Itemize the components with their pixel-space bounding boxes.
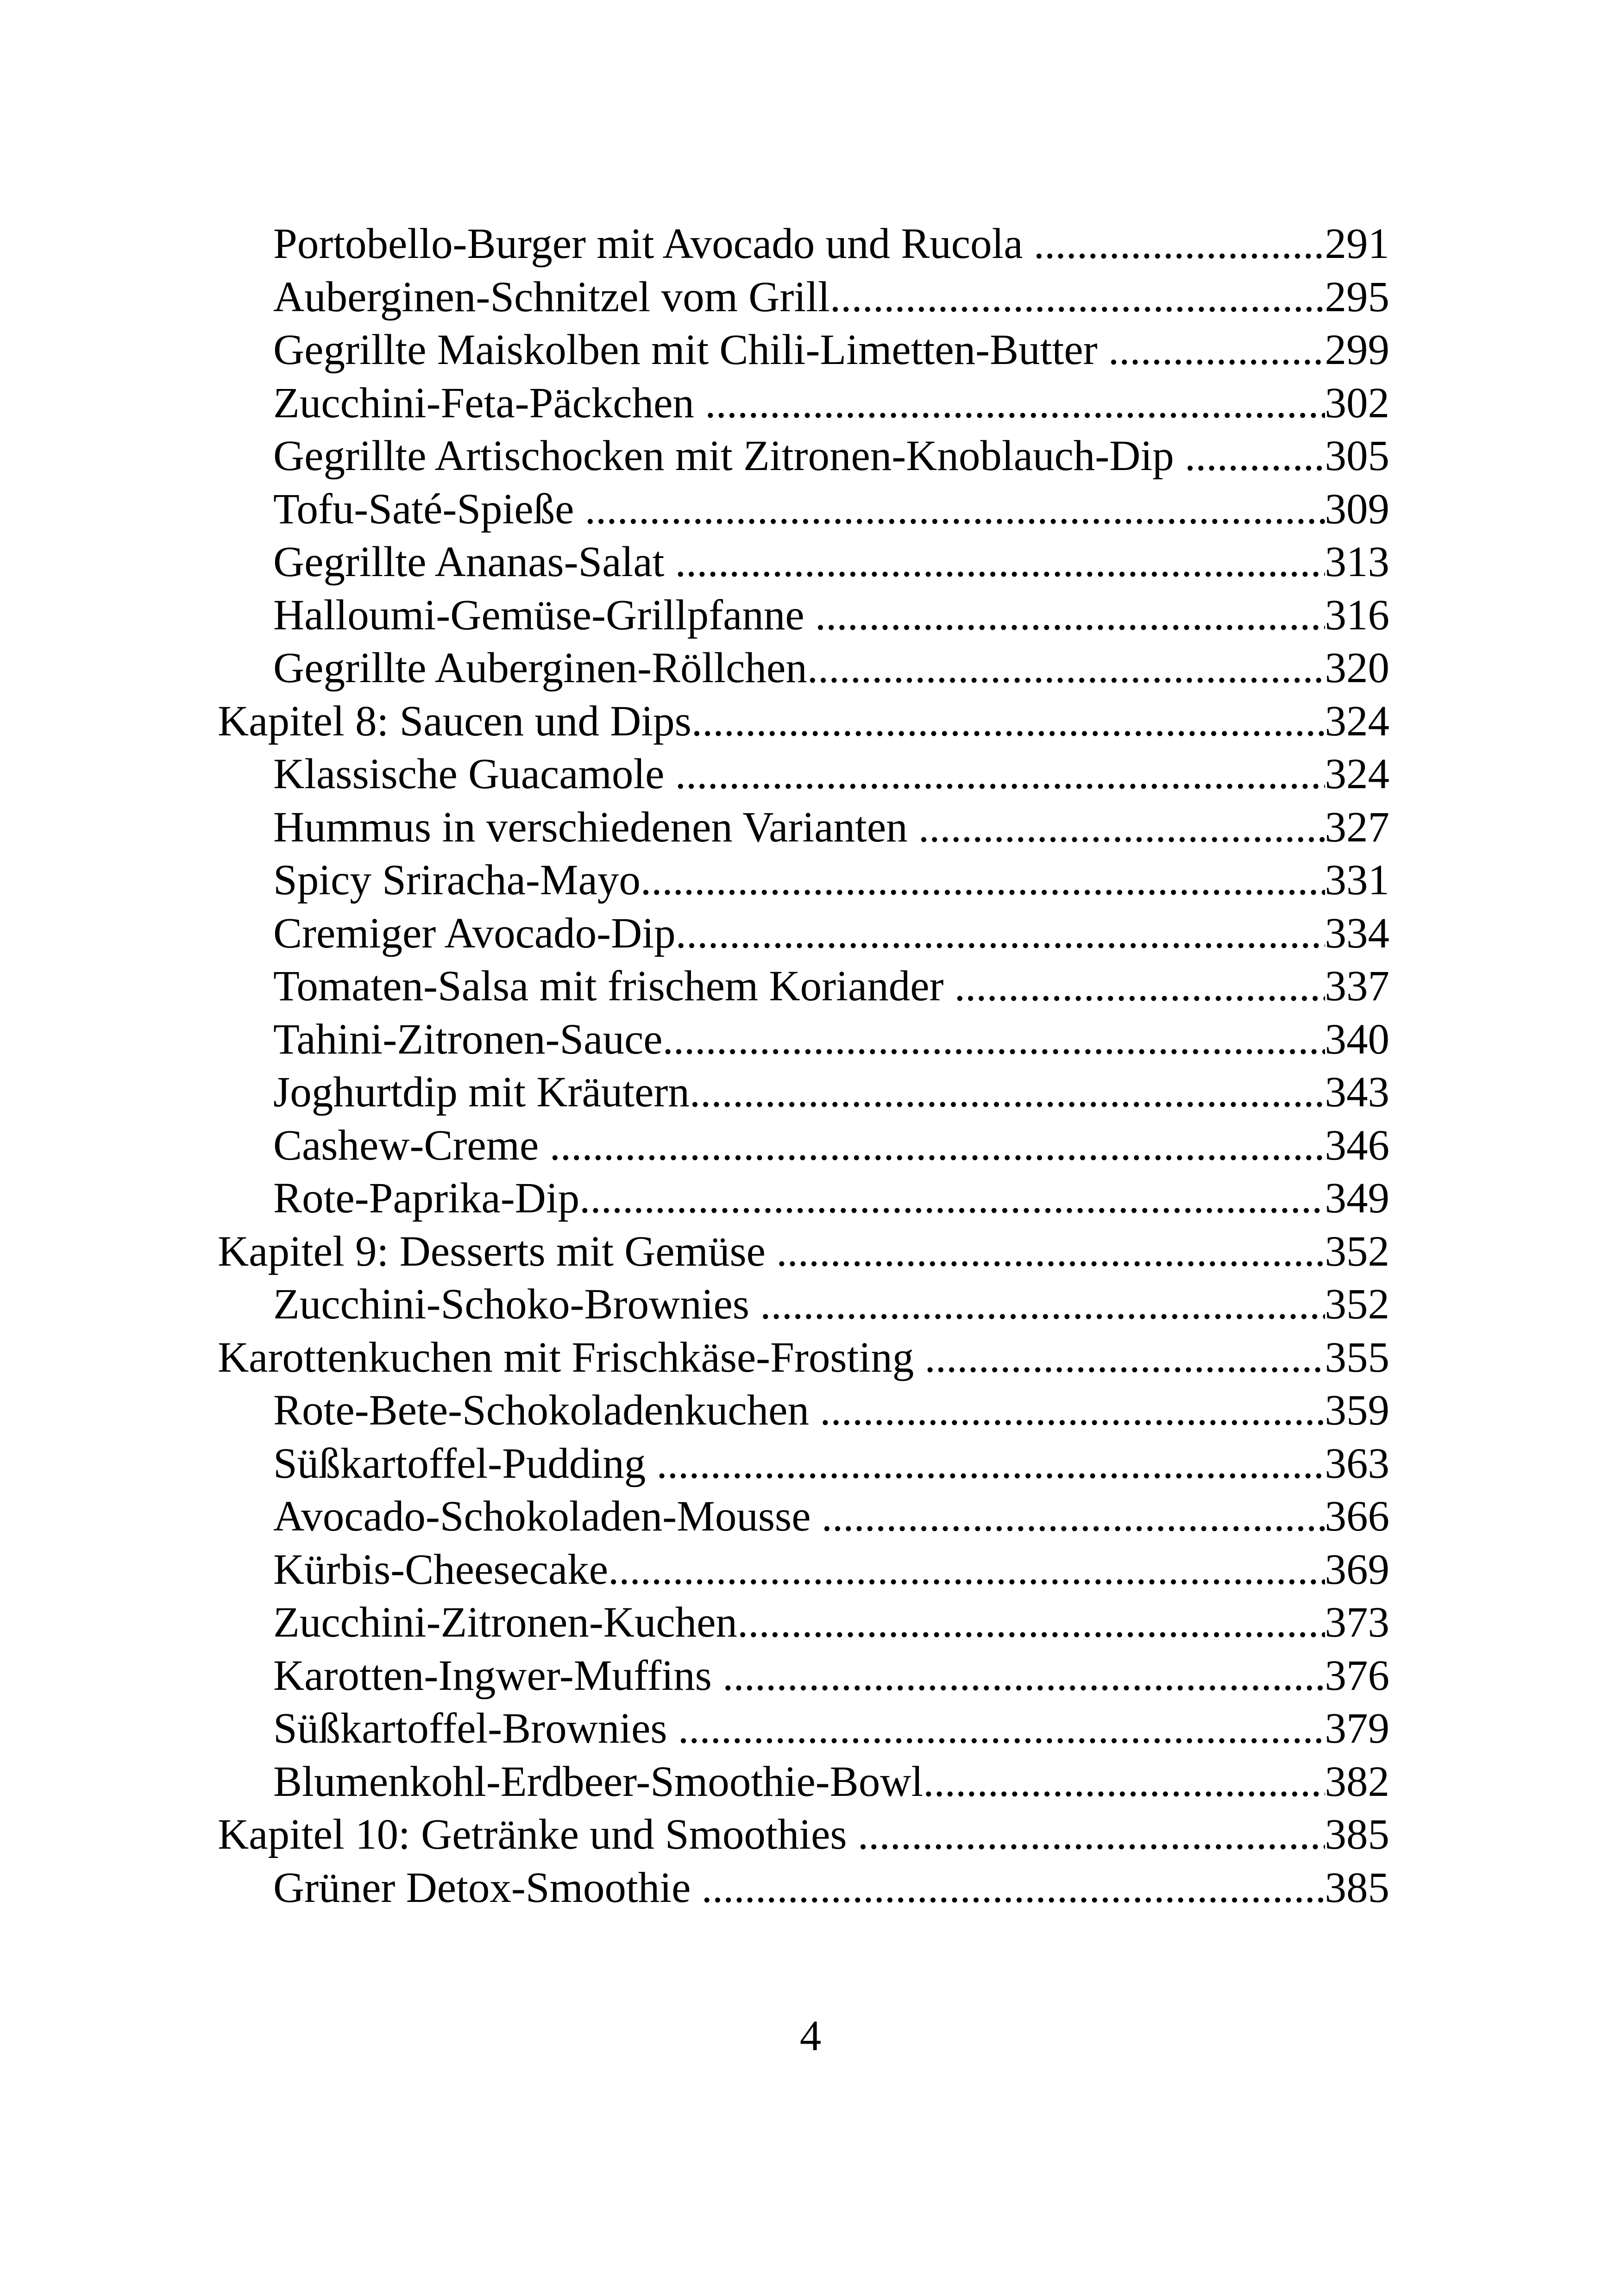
toc-dot-leader (690, 1066, 1325, 1119)
toc-dot-leader (820, 1384, 1325, 1437)
toc-entry (218, 430, 1389, 483)
toc-chapter-entry (218, 1808, 1389, 1862)
toc-entry-title: Rote-Bete-Schokoladenkuchen (273, 1386, 820, 1434)
toc-entry-title: Avocado-Schokoladen-Mousse (273, 1493, 822, 1540)
toc-entry-page: 309 (1325, 485, 1389, 533)
toc-entry (218, 218, 1389, 271)
toc-chapter-entry (218, 1331, 1389, 1385)
toc-entry (218, 1490, 1389, 1543)
toc-entry-page: 366 (1325, 1493, 1389, 1540)
toc-dot-leader (822, 1490, 1325, 1543)
toc-entry (218, 536, 1389, 589)
toc-entry-page: 295 (1325, 273, 1389, 321)
toc-entry-page: 352 (1325, 1227, 1389, 1275)
toc-dot-leader (1185, 430, 1325, 483)
toc-dot-leader (807, 642, 1325, 695)
toc-entry-page: 385 (1325, 1811, 1389, 1858)
toc-dot-leader (656, 1437, 1325, 1491)
toc-dot-leader (737, 1596, 1325, 1650)
toc-entry (218, 1119, 1389, 1173)
toc-entry-page: 313 (1325, 538, 1389, 586)
toc-entry-title: Auberginen-Schnitzel vom Grill (273, 273, 830, 321)
toc-dot-leader (585, 483, 1325, 536)
toc-entry-title: Kürbis-Cheesecake (273, 1545, 609, 1593)
toc-entry (218, 854, 1389, 907)
toc-entry-title: Spicy Sriracha-Mayo (273, 856, 641, 904)
toc-entry-page: 324 (1325, 697, 1389, 745)
toc-entry-title: Grüner Detox-Smoothie (273, 1863, 702, 1912)
toc-entry (218, 1437, 1389, 1491)
toc-entry-page: 331 (1325, 856, 1389, 904)
toc-dot-leader (924, 1331, 1325, 1385)
toc-entry-title: Zucchini-Zitronen-Kuchen (273, 1599, 737, 1646)
toc-dot-leader (663, 1013, 1325, 1066)
toc-entry (218, 1650, 1389, 1703)
toc-dot-leader (550, 1119, 1325, 1173)
toc-entry-title: Blumenkohl-Erdbeer-Smoothie-Bowl (273, 1757, 924, 1806)
toc-dot-leader (641, 854, 1325, 907)
toc-entry-page: 385 (1325, 1863, 1389, 1912)
toc-entry-page: 302 (1325, 379, 1389, 427)
toc-dot-leader (1034, 218, 1325, 271)
toc-chapter-entry (218, 695, 1389, 748)
toc-dot-leader (815, 589, 1325, 642)
toc-entry-title: Joghurtdip mit Kräutern (273, 1068, 690, 1116)
table-of-contents (218, 218, 1389, 1914)
toc-entry-title: Rote-Paprika-Dip (273, 1174, 580, 1222)
toc-dot-leader (702, 1862, 1325, 1915)
toc-entry (218, 1596, 1389, 1650)
page-number: 4 (799, 2012, 822, 2060)
toc-entry-page: 324 (1325, 750, 1389, 798)
toc-entry-title: Süßkartoffel-Brownies (273, 1705, 678, 1752)
toc-dot-leader (705, 377, 1325, 430)
toc-entry-page: 382 (1325, 1757, 1389, 1806)
toc-entry-page: 379 (1325, 1705, 1389, 1752)
toc-entry-page: 355 (1325, 1333, 1389, 1381)
toc-entry-title: Gegrillte Auberginen-Röllchen (273, 644, 807, 692)
toc-entry-title: Kapitel 10: Getränke und Smoothies (218, 1811, 858, 1858)
toc-entry-page: 305 (1325, 432, 1389, 480)
toc-dot-leader (723, 1650, 1325, 1703)
toc-entry (218, 1702, 1389, 1756)
toc-entry-page: 359 (1325, 1386, 1389, 1434)
toc-entry (218, 1862, 1389, 1915)
toc-dot-leader (760, 1278, 1325, 1331)
toc-entry-title: Gegrillte Artischocken mit Zitronen-Knoblauch-Dip (273, 432, 1185, 480)
toc-entry-title: Tofu-Saté-Spieße (273, 485, 585, 533)
toc-entry-page: 352 (1325, 1280, 1389, 1328)
toc-entry-page: 291 (1325, 220, 1389, 268)
toc-entry-page: 340 (1325, 1015, 1389, 1063)
toc-dot-leader (830, 271, 1325, 324)
toc-entry (218, 748, 1389, 801)
toc-entry (218, 960, 1389, 1013)
toc-entry (218, 377, 1389, 430)
toc-entry-page: 320 (1325, 644, 1389, 692)
toc-dot-leader (676, 907, 1325, 960)
toc-entry-title: Cashew-Creme (273, 1121, 550, 1169)
toc-entry-page: 376 (1325, 1651, 1389, 1700)
toc-entry-title: Karottenkuchen mit Frischkäse-Frosting (218, 1333, 925, 1381)
toc-dot-leader (858, 1808, 1325, 1862)
toc-entry-title: Kapitel 9: Desserts mit Gemüse (218, 1227, 777, 1275)
toc-entry-page: 346 (1325, 1121, 1389, 1169)
toc-entry-title: Portobello-Burger mit Avocado und Rucola (273, 220, 1034, 268)
toc-entry (218, 801, 1389, 854)
toc-entry-title: Gegrillte Maiskolben mit Chili-Limetten-Butter (273, 326, 1108, 374)
toc-dot-leader (691, 695, 1325, 748)
toc-entry-title: Hummus in verschiedenen Varianten (273, 803, 918, 851)
toc-entry-title: Süßkartoffel-Pudding (273, 1439, 657, 1487)
toc-dot-leader (678, 1702, 1325, 1756)
toc-entry (218, 1756, 1389, 1809)
toc-entry-page: 369 (1325, 1545, 1389, 1593)
toc-dot-leader (579, 1172, 1325, 1225)
toc-entry-page: 299 (1325, 326, 1389, 374)
toc-entry-page: 337 (1325, 962, 1389, 1010)
toc-dot-leader (955, 960, 1325, 1013)
toc-entry-page: 363 (1325, 1439, 1389, 1487)
toc-entry (218, 1066, 1389, 1119)
toc-entry (218, 642, 1389, 695)
toc-entry (218, 589, 1389, 642)
toc-dot-leader (608, 1543, 1325, 1597)
toc-entry (218, 1278, 1389, 1331)
toc-entry-title: Zucchini-Schoko-Brownies (273, 1280, 760, 1328)
toc-entry (218, 1543, 1389, 1597)
toc-entry-page: 373 (1325, 1599, 1389, 1646)
toc-dot-leader (918, 801, 1325, 854)
toc-dot-leader (675, 536, 1325, 589)
toc-entry (218, 1013, 1389, 1066)
toc-dot-leader (675, 748, 1325, 801)
toc-entry-page: 316 (1325, 591, 1389, 639)
toc-entry-title: Zucchini-Feta-Päckchen (273, 379, 705, 427)
toc-entry-title: Halloumi-Gemüse-Grillpfanne (273, 591, 815, 639)
toc-entry-title: Tomaten-Salsa mit frischem Koriander (273, 962, 955, 1010)
toc-entry-title: Gegrillte Ananas-Salat (273, 538, 675, 586)
toc-entry-page: 327 (1325, 803, 1389, 851)
toc-entry-title: Karotten-Ingwer-Muffins (273, 1651, 723, 1700)
toc-dot-leader (923, 1756, 1325, 1809)
toc-entry-page: 334 (1325, 909, 1389, 957)
toc-entry (218, 271, 1389, 324)
toc-entry-title: Tahini-Zitronen-Sauce (273, 1015, 663, 1063)
toc-entry-page: 343 (1325, 1068, 1389, 1116)
toc-entry (218, 324, 1389, 377)
toc-dot-leader (1108, 324, 1325, 377)
toc-chapter-entry (218, 1225, 1389, 1279)
toc-entry (218, 1384, 1389, 1437)
toc-dot-leader (776, 1225, 1325, 1279)
toc-entry-title: Klassische Guacamole (273, 750, 675, 798)
toc-entry-title: Cremiger Avocado-Dip (273, 909, 676, 957)
toc-entry (218, 907, 1389, 960)
toc-entry-page: 349 (1325, 1174, 1389, 1222)
toc-entry (218, 1172, 1389, 1225)
toc-entry (218, 483, 1389, 536)
toc-entry-title: Kapitel 8: Saucen und Dips (218, 697, 691, 745)
